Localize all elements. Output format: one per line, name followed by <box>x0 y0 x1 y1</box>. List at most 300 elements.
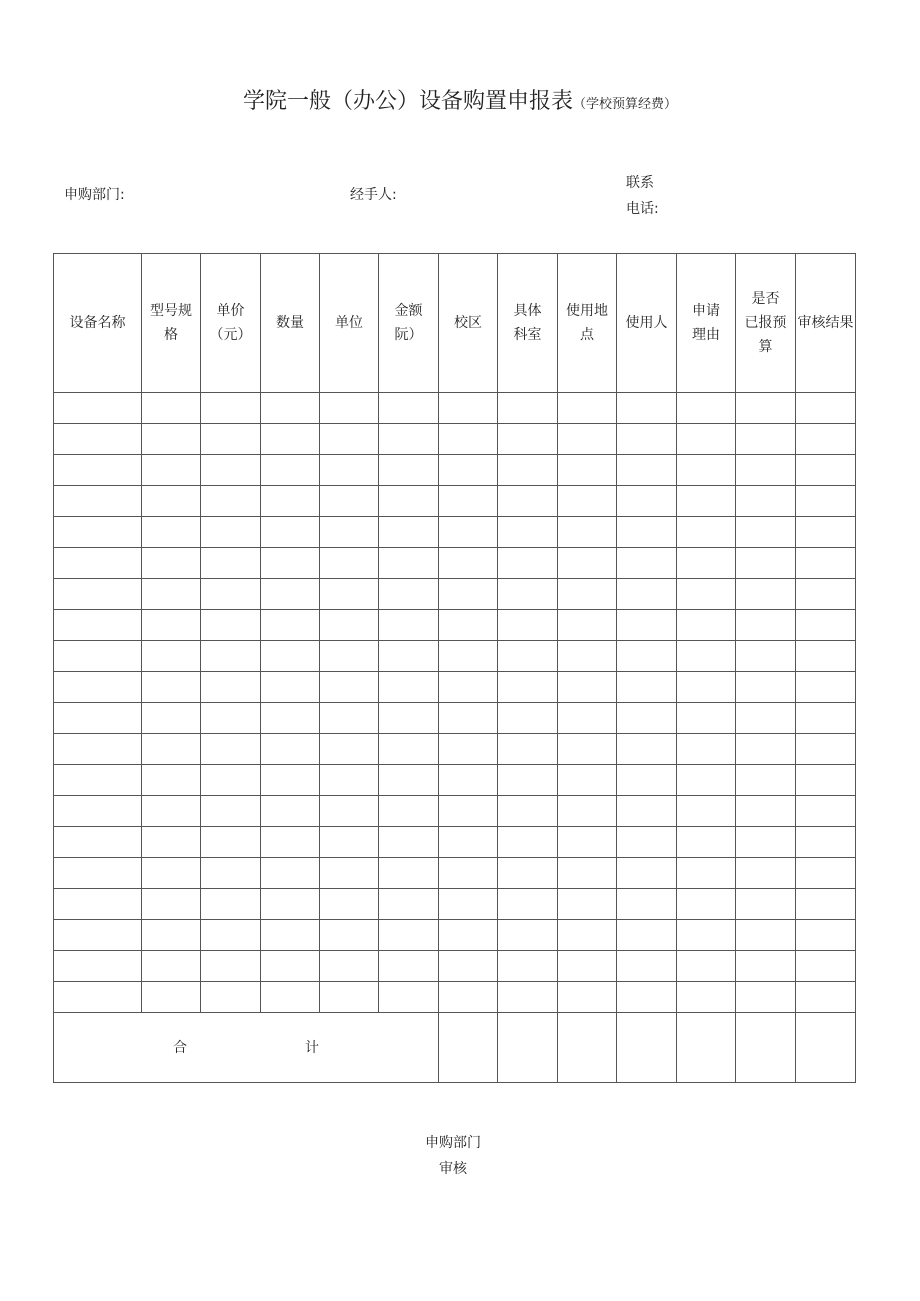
table-cell[interactable] <box>617 455 677 486</box>
table-cell[interactable] <box>201 827 261 858</box>
table-cell[interactable] <box>736 734 796 765</box>
table-cell[interactable] <box>201 982 261 1013</box>
table-cell[interactable] <box>379 486 439 517</box>
table-cell[interactable] <box>558 610 617 641</box>
total-label-cell <box>54 1013 439 1083</box>
handler-label: 经手人: <box>350 187 397 203</box>
table-cell[interactable] <box>439 765 498 796</box>
table-cell[interactable] <box>617 610 677 641</box>
table-cell[interactable] <box>736 455 796 486</box>
table-cell[interactable] <box>379 610 439 641</box>
table-cell[interactable] <box>796 486 856 517</box>
table-cell[interactable] <box>261 827 320 858</box>
table-cell[interactable] <box>379 734 439 765</box>
table-cell[interactable] <box>796 703 856 734</box>
table-cell[interactable] <box>677 734 736 765</box>
table-cell[interactable] <box>558 982 617 1013</box>
table-cell[interactable] <box>498 486 558 517</box>
table-cell[interactable] <box>617 951 677 982</box>
table-row <box>54 796 856 827</box>
total-cell[interactable] <box>796 1013 856 1083</box>
table-cell[interactable] <box>320 858 379 889</box>
table-cell[interactable] <box>439 982 498 1013</box>
table-cell[interactable] <box>498 393 558 424</box>
table-cell[interactable] <box>736 610 796 641</box>
table-cell[interactable] <box>677 920 736 951</box>
table-cell[interactable] <box>498 920 558 951</box>
table-cell[interactable] <box>320 703 379 734</box>
column-header <box>796 254 856 393</box>
table-cell[interactable] <box>617 765 677 796</box>
table-cell[interactable] <box>54 672 142 703</box>
table-cell[interactable] <box>617 486 677 517</box>
table-cell[interactable] <box>54 796 142 827</box>
table-cell[interactable] <box>796 765 856 796</box>
table-cell[interactable] <box>677 796 736 827</box>
table-cell[interactable] <box>498 858 558 889</box>
table-cell[interactable] <box>439 641 498 672</box>
table-cell[interactable] <box>261 734 320 765</box>
table-cell[interactable] <box>439 951 498 982</box>
table-cell[interactable] <box>498 951 558 982</box>
table-cell[interactable] <box>320 765 379 796</box>
table-cell[interactable] <box>379 579 439 610</box>
table-cell[interactable] <box>54 455 142 486</box>
table-cell[interactable] <box>736 827 796 858</box>
table-cell[interactable] <box>736 672 796 703</box>
table-cell[interactable] <box>498 455 558 486</box>
table-cell[interactable] <box>677 765 736 796</box>
table-cell[interactable] <box>201 734 261 765</box>
table-cell[interactable] <box>142 455 201 486</box>
table-cell[interactable] <box>142 393 201 424</box>
table-cell[interactable] <box>379 641 439 672</box>
table-cell[interactable] <box>261 765 320 796</box>
table-cell[interactable] <box>677 672 736 703</box>
table-cell[interactable] <box>261 796 320 827</box>
table-cell[interactable] <box>498 982 558 1013</box>
table-cell[interactable] <box>201 393 261 424</box>
table-cell[interactable] <box>142 672 201 703</box>
table-cell[interactable] <box>677 393 736 424</box>
table-cell[interactable] <box>439 486 498 517</box>
table-cell[interactable] <box>320 827 379 858</box>
table-cell[interactable] <box>142 517 201 548</box>
table-cell[interactable] <box>439 703 498 734</box>
table-cell[interactable] <box>617 517 677 548</box>
table-cell[interactable] <box>261 703 320 734</box>
table-row <box>54 455 856 486</box>
table-cell[interactable] <box>498 889 558 920</box>
table-cell[interactable] <box>142 641 201 672</box>
table-cell[interactable] <box>617 579 677 610</box>
table-cell[interactable] <box>558 424 617 455</box>
table-cell[interactable] <box>320 393 379 424</box>
table-cell[interactable] <box>439 672 498 703</box>
table-row <box>54 858 856 889</box>
table-cell[interactable] <box>677 641 736 672</box>
table-cell[interactable] <box>736 548 796 579</box>
table-cell[interactable] <box>498 610 558 641</box>
table-cell[interactable] <box>201 486 261 517</box>
column-header-label <box>745 287 787 359</box>
table-cell[interactable] <box>201 641 261 672</box>
column-header-line: 使用人 <box>625 315 668 331</box>
table-cell[interactable] <box>142 920 201 951</box>
table-cell[interactable] <box>201 889 261 920</box>
table-cell[interactable] <box>498 703 558 734</box>
table-cell[interactable] <box>498 672 558 703</box>
table-cell[interactable] <box>796 672 856 703</box>
column-header <box>439 254 498 393</box>
table-cell[interactable] <box>558 765 617 796</box>
table-cell[interactable] <box>439 734 498 765</box>
table-cell[interactable] <box>201 455 261 486</box>
table-row <box>54 672 856 703</box>
table-cell[interactable] <box>796 982 856 1013</box>
table-cell[interactable] <box>261 610 320 641</box>
table-cell[interactable] <box>558 734 617 765</box>
table-cell[interactable] <box>677 827 736 858</box>
table-cell[interactable] <box>379 455 439 486</box>
table-cell[interactable] <box>54 920 142 951</box>
table-cell[interactable] <box>142 579 201 610</box>
table-cell[interactable] <box>796 393 856 424</box>
table-cell[interactable] <box>142 610 201 641</box>
table-cell[interactable] <box>142 889 201 920</box>
phone-label <box>626 170 659 222</box>
table-cell[interactable] <box>736 982 796 1013</box>
table-cell[interactable] <box>261 672 320 703</box>
table-cell[interactable] <box>379 548 439 579</box>
table-cell[interactable] <box>736 796 796 827</box>
table-cell[interactable] <box>54 982 142 1013</box>
table-cell[interactable] <box>320 920 379 951</box>
table-cell[interactable] <box>261 920 320 951</box>
table-cell[interactable] <box>498 827 558 858</box>
table-cell[interactable] <box>54 858 142 889</box>
table-cell[interactable] <box>617 827 677 858</box>
table-row <box>54 486 856 517</box>
table-cell[interactable] <box>201 796 261 827</box>
table-cell[interactable] <box>54 517 142 548</box>
table-cell[interactable] <box>320 455 379 486</box>
table-cell[interactable] <box>142 703 201 734</box>
column-header <box>261 254 320 393</box>
table-cell[interactable] <box>558 827 617 858</box>
table-cell[interactable] <box>498 579 558 610</box>
table-cell[interactable] <box>142 424 201 455</box>
table-cell[interactable] <box>379 827 439 858</box>
table-cell[interactable] <box>320 734 379 765</box>
table-cell[interactable] <box>558 579 617 610</box>
table-cell[interactable] <box>54 424 142 455</box>
table-cell[interactable] <box>796 734 856 765</box>
table-cell[interactable] <box>439 827 498 858</box>
table-cell[interactable] <box>142 982 201 1013</box>
table-cell[interactable] <box>379 765 439 796</box>
table-cell[interactable] <box>261 641 320 672</box>
table-cell[interactable] <box>736 858 796 889</box>
column-header-label <box>276 311 304 335</box>
table-cell[interactable] <box>558 641 617 672</box>
table-cell[interactable] <box>439 858 498 889</box>
table-cell[interactable] <box>379 889 439 920</box>
table-cell[interactable] <box>796 424 856 455</box>
table-cell[interactable] <box>736 486 796 517</box>
table-cell[interactable] <box>439 548 498 579</box>
table-cell[interactable] <box>379 982 439 1013</box>
table-cell[interactable] <box>320 579 379 610</box>
table-cell[interactable] <box>796 455 856 486</box>
table-cell[interactable] <box>261 982 320 1013</box>
table-cell[interactable] <box>201 765 261 796</box>
table-cell[interactable] <box>558 672 617 703</box>
table-cell[interactable] <box>439 920 498 951</box>
table-cell[interactable] <box>617 424 677 455</box>
table-cell[interactable] <box>498 765 558 796</box>
total-cell[interactable] <box>677 1013 736 1083</box>
table-cell[interactable] <box>320 672 379 703</box>
table-cell[interactable] <box>736 641 796 672</box>
table-cell[interactable] <box>54 641 142 672</box>
table-cell[interactable] <box>617 672 677 703</box>
table-cell[interactable] <box>54 889 142 920</box>
table-cell[interactable] <box>617 703 677 734</box>
table-cell[interactable] <box>201 672 261 703</box>
table-cell[interactable] <box>142 796 201 827</box>
column-header-label <box>210 299 252 347</box>
table-cell[interactable] <box>142 548 201 579</box>
table-cell[interactable] <box>558 548 617 579</box>
table-cell[interactable] <box>617 641 677 672</box>
table-cell[interactable] <box>558 703 617 734</box>
column-header-line: 设备名称 <box>69 315 126 331</box>
phone-label-line1: 联系 <box>626 175 654 191</box>
table-cell[interactable] <box>677 858 736 889</box>
table-cell[interactable] <box>558 796 617 827</box>
table-cell[interactable] <box>201 424 261 455</box>
table-cell[interactable] <box>796 889 856 920</box>
table-cell[interactable] <box>677 579 736 610</box>
table-cell[interactable] <box>261 579 320 610</box>
table-cell[interactable] <box>498 734 558 765</box>
table-cell[interactable] <box>142 858 201 889</box>
column-header-line: 金额 <box>394 303 423 319</box>
table-cell[interactable] <box>796 579 856 610</box>
table-cell[interactable] <box>439 455 498 486</box>
table-cell[interactable] <box>261 455 320 486</box>
table-cell[interactable] <box>142 765 201 796</box>
table-cell[interactable] <box>439 517 498 548</box>
table-cell[interactable] <box>796 796 856 827</box>
table-cell[interactable] <box>558 486 617 517</box>
table-cell[interactable] <box>796 951 856 982</box>
table-cell[interactable] <box>796 610 856 641</box>
table-cell[interactable] <box>439 393 498 424</box>
column-header-label <box>514 299 542 347</box>
table-cell[interactable] <box>320 796 379 827</box>
table-cell[interactable] <box>439 796 498 827</box>
table-cell[interactable] <box>677 517 736 548</box>
table-cell[interactable] <box>736 765 796 796</box>
table-cell[interactable] <box>379 424 439 455</box>
table-cell[interactable] <box>261 889 320 920</box>
table-cell[interactable] <box>796 548 856 579</box>
table-cell[interactable] <box>677 455 736 486</box>
table-cell[interactable] <box>617 920 677 951</box>
table-cell[interactable] <box>320 424 379 455</box>
table-body <box>54 393 856 1083</box>
table-cell[interactable] <box>142 734 201 765</box>
table-cell[interactable] <box>498 517 558 548</box>
total-cell[interactable] <box>736 1013 796 1083</box>
table-cell[interactable] <box>558 455 617 486</box>
table-cell[interactable] <box>261 486 320 517</box>
table-cell[interactable] <box>736 579 796 610</box>
table-cell[interactable] <box>617 548 677 579</box>
table-cell[interactable] <box>558 889 617 920</box>
table-cell[interactable] <box>142 486 201 517</box>
table-cell[interactable] <box>201 858 261 889</box>
table-cell[interactable] <box>379 951 439 982</box>
table-cell[interactable] <box>796 858 856 889</box>
table-cell[interactable] <box>54 765 142 796</box>
table-cell[interactable] <box>796 920 856 951</box>
table-cell[interactable] <box>558 951 617 982</box>
table-cell[interactable] <box>261 424 320 455</box>
table-cell[interactable] <box>320 548 379 579</box>
table-cell[interactable] <box>677 610 736 641</box>
table-cell[interactable] <box>379 517 439 548</box>
table-row <box>54 641 856 672</box>
column-header <box>736 254 796 393</box>
table-cell[interactable] <box>617 796 677 827</box>
table-cell[interactable] <box>617 889 677 920</box>
table-cell[interactable] <box>201 951 261 982</box>
table-cell[interactable] <box>261 858 320 889</box>
table-cell[interactable] <box>379 393 439 424</box>
table-cell[interactable] <box>261 517 320 548</box>
total-cell[interactable] <box>617 1013 677 1083</box>
table-header-row <box>54 254 856 393</box>
table-cell[interactable] <box>320 951 379 982</box>
table-cell[interactable] <box>796 827 856 858</box>
table-cell[interactable] <box>498 548 558 579</box>
table-cell[interactable] <box>736 951 796 982</box>
table-cell[interactable] <box>379 796 439 827</box>
column-header-line: 型号规 <box>150 303 192 319</box>
table-cell[interactable] <box>54 734 142 765</box>
table-cell[interactable] <box>54 548 142 579</box>
column-header-line: 数量 <box>276 315 304 331</box>
table-cell[interactable] <box>677 424 736 455</box>
total-label-char: 计 <box>305 1039 319 1056</box>
table-cell[interactable] <box>320 517 379 548</box>
table-cell[interactable] <box>796 517 856 548</box>
table-cell[interactable] <box>558 858 617 889</box>
table-cell[interactable] <box>142 951 201 982</box>
table-cell[interactable] <box>439 579 498 610</box>
table-cell[interactable] <box>201 920 261 951</box>
page-title <box>0 84 920 115</box>
table-cell[interactable] <box>498 424 558 455</box>
table-cell[interactable] <box>54 827 142 858</box>
table-cell[interactable] <box>261 548 320 579</box>
table-cell[interactable] <box>677 548 736 579</box>
table-cell[interactable] <box>617 734 677 765</box>
table-cell[interactable] <box>54 703 142 734</box>
column-header <box>142 254 201 393</box>
table-cell[interactable] <box>54 610 142 641</box>
table-cell[interactable] <box>498 796 558 827</box>
table-cell[interactable] <box>142 827 201 858</box>
total-cell[interactable] <box>498 1013 558 1083</box>
table-cell[interactable] <box>736 424 796 455</box>
table-cell[interactable] <box>617 858 677 889</box>
table-cell[interactable] <box>796 641 856 672</box>
table-cell[interactable] <box>320 610 379 641</box>
table-cell[interactable] <box>54 951 142 982</box>
table-cell[interactable] <box>201 517 261 548</box>
table-cell[interactable] <box>677 889 736 920</box>
table-cell[interactable] <box>320 641 379 672</box>
table-cell[interactable] <box>617 393 677 424</box>
column-header-line: 阮） <box>394 327 423 343</box>
column-header-label <box>70 311 126 335</box>
table-cell[interactable] <box>54 579 142 610</box>
table-cell[interactable] <box>558 517 617 548</box>
table-cell[interactable] <box>261 951 320 982</box>
table-cell[interactable] <box>379 858 439 889</box>
table-cell[interactable] <box>439 889 498 920</box>
table-cell[interactable] <box>379 703 439 734</box>
table-cell[interactable] <box>379 672 439 703</box>
total-cell[interactable] <box>439 1013 498 1083</box>
table-cell[interactable] <box>54 393 142 424</box>
table-cell[interactable] <box>201 703 261 734</box>
table-cell[interactable] <box>320 889 379 920</box>
table-cell[interactable] <box>379 920 439 951</box>
table-cell[interactable] <box>320 982 379 1013</box>
table-cell[interactable] <box>736 889 796 920</box>
table-row <box>54 951 856 982</box>
table-cell[interactable] <box>558 393 617 424</box>
table-cell[interactable] <box>201 548 261 579</box>
table-cell[interactable] <box>201 579 261 610</box>
table-cell[interactable] <box>320 486 379 517</box>
footer-line1: 申购部门 <box>425 1135 481 1151</box>
table-cell[interactable] <box>677 982 736 1013</box>
table-cell[interactable] <box>736 517 796 548</box>
table-cell[interactable] <box>736 393 796 424</box>
total-cell[interactable] <box>558 1013 617 1083</box>
table-cell[interactable] <box>439 424 498 455</box>
table-cell[interactable] <box>498 641 558 672</box>
table-cell[interactable] <box>201 610 261 641</box>
table-cell[interactable] <box>677 703 736 734</box>
table-cell[interactable] <box>677 951 736 982</box>
table-cell[interactable] <box>617 982 677 1013</box>
footer-approval <box>0 1130 906 1182</box>
table-cell[interactable] <box>54 486 142 517</box>
table-cell[interactable] <box>736 920 796 951</box>
table-cell[interactable] <box>677 486 736 517</box>
table-cell[interactable] <box>558 920 617 951</box>
table-cell[interactable] <box>439 610 498 641</box>
table-cell[interactable] <box>736 703 796 734</box>
table-cell[interactable] <box>261 393 320 424</box>
